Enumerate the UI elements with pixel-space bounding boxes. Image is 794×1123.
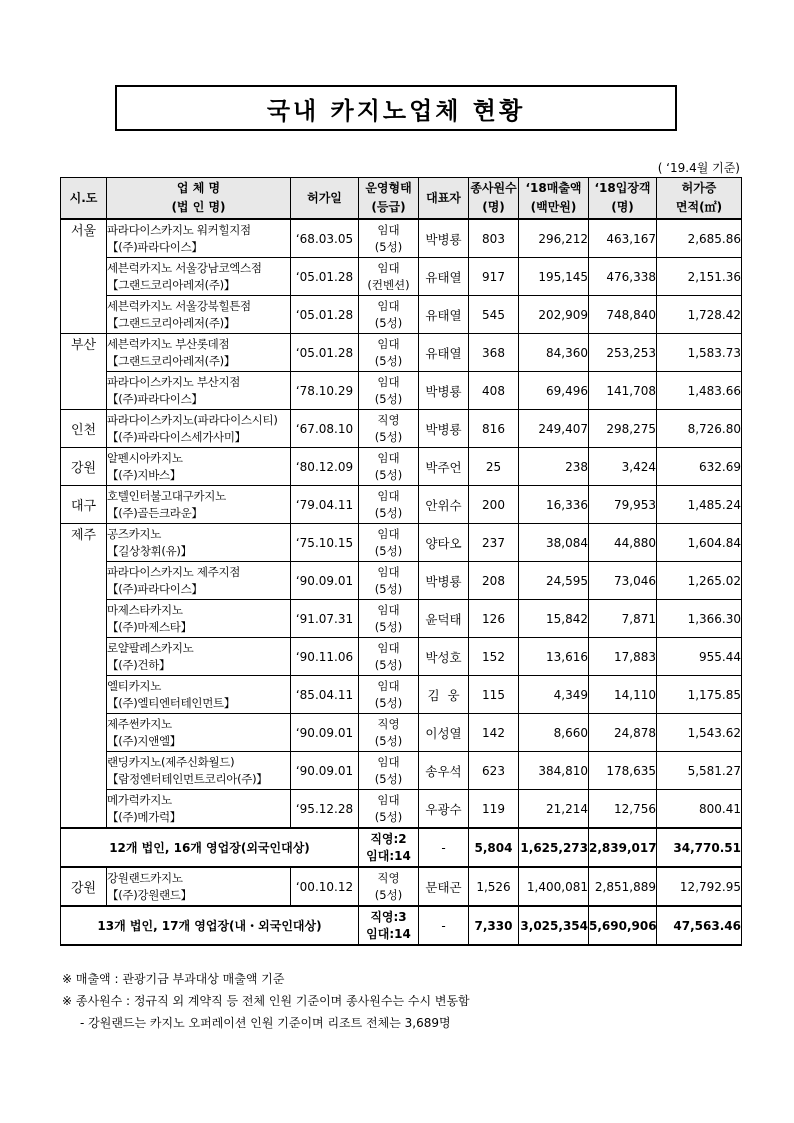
visitors: 44,880 — [589, 524, 657, 562]
operation-type: 임대 (5성) — [359, 334, 419, 372]
area: 1,485.24 — [657, 486, 742, 524]
total-visitors: 5,690,906 — [589, 906, 657, 945]
representative: 박성호 — [419, 638, 469, 676]
sales: 38,084 — [519, 524, 589, 562]
sales: 296,212 — [519, 219, 589, 258]
visitors: 7,871 — [589, 600, 657, 638]
company-name: 강원랜드카지노 【(주)강원랜드】 — [107, 867, 291, 906]
visitors: 178,635 — [589, 752, 657, 790]
area: 1,483.66 — [657, 372, 742, 410]
subtotal-row — [61, 828, 742, 867]
representative: 박병룡 — [419, 562, 469, 600]
table-row — [61, 410, 742, 448]
visitors: 12,756 — [589, 790, 657, 829]
representative: 우광수 — [419, 790, 469, 829]
total-area: 47,563.46 — [657, 906, 742, 945]
sales: 195,145 — [519, 258, 589, 296]
table-row — [61, 296, 742, 334]
table-row — [61, 790, 742, 829]
sales: 1,400,081 — [519, 867, 589, 906]
employees: 200 — [469, 486, 519, 524]
permit-date: ‘05.01.28 — [291, 296, 359, 334]
employees: 1,526 — [469, 867, 519, 906]
sales: 4,349 — [519, 676, 589, 714]
header-visitors: ‘18입장객 (명) — [589, 178, 657, 220]
sales: 202,909 — [519, 296, 589, 334]
visitors: 73,046 — [589, 562, 657, 600]
subtotal-sales: 1,625,273 — [519, 828, 589, 867]
operation-type: 임대 (5성) — [359, 600, 419, 638]
header-sales: ‘18매출액 (백만원) — [519, 178, 589, 220]
employees: 545 — [469, 296, 519, 334]
sales: 13,616 — [519, 638, 589, 676]
page-title: 국내 카지노업체 현황 — [266, 96, 526, 125]
region-gangwon: 강원 — [61, 448, 107, 486]
employees: 152 — [469, 638, 519, 676]
table-row — [61, 752, 742, 790]
header-date: 허가일 — [291, 178, 359, 220]
header-region: 시.도 — [61, 178, 107, 220]
employees: 623 — [469, 752, 519, 790]
company-name: 호텔인터불고대구카지노 【(주)골든크라운】 — [107, 486, 291, 524]
table-row — [61, 867, 742, 906]
employees: 368 — [469, 334, 519, 372]
employees: 917 — [469, 258, 519, 296]
area: 955.44 — [657, 638, 742, 676]
representative: 양타오 — [419, 524, 469, 562]
sales: 21,214 — [519, 790, 589, 829]
sales: 84,360 — [519, 334, 589, 372]
representative: 박병룡 — [419, 372, 469, 410]
region-busan: 부산 — [61, 334, 107, 410]
area: 1,583.73 — [657, 334, 742, 372]
company-name: 메가럭카지노 【(주)메가럭】 — [107, 790, 291, 829]
permit-date: ‘95.12.28 — [291, 790, 359, 829]
note-employees: ※ 종사원수 : 정규직 외 계약직 등 전체 인원 기준이며 종사원수는 수시 변동함 — [62, 994, 470, 1008]
permit-date: ‘90.09.01 — [291, 752, 359, 790]
area: 2,685.86 — [657, 219, 742, 258]
basis-date: ( ‘19.4월 기준) — [657, 161, 740, 175]
visitors: 14,110 — [589, 676, 657, 714]
representative: 유태열 — [419, 334, 469, 372]
visitors: 24,878 — [589, 714, 657, 752]
operation-type: 임대 (5성) — [359, 524, 419, 562]
visitors: 253,253 — [589, 334, 657, 372]
region-jeju: 제주 — [61, 524, 107, 829]
area: 1,366.30 — [657, 600, 742, 638]
visitors: 476,338 — [589, 258, 657, 296]
company-name: 세븐럭카지노 부산롯데점 【그랜드코리아레저(주)】 — [107, 334, 291, 372]
area: 800.41 — [657, 790, 742, 829]
permit-date: ‘68.03.05 — [291, 219, 359, 258]
operation-type: 직영 (5성) — [359, 867, 419, 906]
company-name: 세븐럭카지노 서울강북힐튼점 【그랜드코리아레저(주)】 — [107, 296, 291, 334]
area: 1,175.85 — [657, 676, 742, 714]
visitors: 3,424 — [589, 448, 657, 486]
table-row — [61, 334, 742, 372]
employees: 803 — [469, 219, 519, 258]
header-type: 운영형태 (등급) — [359, 178, 419, 220]
permit-date: ‘80.12.09 — [291, 448, 359, 486]
employees: 25 — [469, 448, 519, 486]
area: 1,604.84 — [657, 524, 742, 562]
area: 2,151.36 — [657, 258, 742, 296]
employees: 816 — [469, 410, 519, 448]
total-emp: 7,330 — [469, 906, 519, 945]
visitors: 17,883 — [589, 638, 657, 676]
representative: 박병룡 — [419, 219, 469, 258]
header-row — [61, 178, 742, 220]
area: 1,543.62 — [657, 714, 742, 752]
permit-date: ‘91.07.31 — [291, 600, 359, 638]
sales: 384,810 — [519, 752, 589, 790]
sales: 249,407 — [519, 410, 589, 448]
permit-date: ‘00.10.12 — [291, 867, 359, 906]
employees: 408 — [469, 372, 519, 410]
visitors: 79,953 — [589, 486, 657, 524]
operation-type: 임대 (5성) — [359, 296, 419, 334]
company-name: 파라다이스카지노 워커힐지점 【(주)파라다이스】 — [107, 219, 291, 258]
table-row — [61, 524, 742, 562]
representative: 유태열 — [419, 296, 469, 334]
employees: 119 — [469, 790, 519, 829]
representative: 김 웅 — [419, 676, 469, 714]
table-row — [61, 372, 742, 410]
representative: 안위수 — [419, 486, 469, 524]
company-name: 제주썬카지노 【(주)지앤엘】 — [107, 714, 291, 752]
company-name: 로얄팔레스카지노 【(주)건하】 — [107, 638, 291, 676]
area: 1,728.42 — [657, 296, 742, 334]
operation-type: 임대 (컨벤션) — [359, 258, 419, 296]
representative: 박병룡 — [419, 410, 469, 448]
employees: 142 — [469, 714, 519, 752]
table-row — [61, 600, 742, 638]
sales: 8,660 — [519, 714, 589, 752]
employees: 126 — [469, 600, 519, 638]
visitors: 2,851,889 — [589, 867, 657, 906]
total-label: 13개 법인, 17개 영업장(내・외국인대상) — [61, 906, 359, 945]
table-row — [61, 219, 742, 258]
operation-type: 임대 (5성) — [359, 676, 419, 714]
permit-date: ‘05.01.28 — [291, 258, 359, 296]
permit-date: ‘90.09.01 — [291, 714, 359, 752]
table-row — [61, 562, 742, 600]
permit-date: ‘78.10.29 — [291, 372, 359, 410]
subtotal-label: 12개 법인, 16개 영업장(외국인대상) — [61, 828, 359, 867]
region-incheon: 인천 — [61, 410, 107, 448]
region-seoul: 서울 — [61, 219, 107, 334]
permit-date: ‘90.09.01 — [291, 562, 359, 600]
note-kangwon-land: - 강원랜드는 카지노 오퍼레이션 인원 기준이며 리조트 전체는 3,689명 — [80, 1016, 451, 1030]
visitors: 463,167 — [589, 219, 657, 258]
area: 1,265.02 — [657, 562, 742, 600]
visitors: 748,840 — [589, 296, 657, 334]
header-area: 허가증 면적(㎡) — [657, 178, 742, 220]
operation-type: 임대 (5성) — [359, 486, 419, 524]
subtotal-emp: 5,804 — [469, 828, 519, 867]
table-row — [61, 486, 742, 524]
representative: 문태곤 — [419, 867, 469, 906]
employees: 115 — [469, 676, 519, 714]
region-daegu: 대구 — [61, 486, 107, 524]
sales: 24,595 — [519, 562, 589, 600]
area: 5,581.27 — [657, 752, 742, 790]
area: 12,792.95 — [657, 867, 742, 906]
company-name: 공즈카지노 【길상창휘(유)】 — [107, 524, 291, 562]
representative: 송우석 — [419, 752, 469, 790]
representative: 이성열 — [419, 714, 469, 752]
operation-type: 임대 (5성) — [359, 372, 419, 410]
title-box — [115, 85, 677, 131]
representative: 윤덕태 — [419, 600, 469, 638]
permit-date: ‘90.11.06 — [291, 638, 359, 676]
company-name: 파라다이스카지노(파라다이스시티) 【(주)파라다이스세가사미】 — [107, 410, 291, 448]
employees: 237 — [469, 524, 519, 562]
operation-type: 임대 (5성) — [359, 448, 419, 486]
area: 8,726.80 — [657, 410, 742, 448]
company-name: 세븐럭카지노 서울강남코엑스점 【그랜드코리아레저(주)】 — [107, 258, 291, 296]
subtotal-area: 34,770.51 — [657, 828, 742, 867]
header-rep: 대표자 — [419, 178, 469, 220]
subtotal-type: 직영:2 임대:14 — [359, 828, 419, 867]
total-rep: - — [419, 906, 469, 945]
table-row — [61, 258, 742, 296]
table-row — [61, 714, 742, 752]
total-row — [61, 906, 742, 945]
permit-date: ‘05.01.28 — [291, 334, 359, 372]
operation-type: 직영 (5성) — [359, 410, 419, 448]
company-name: 파라다이스카지노 제주지점 【(주)파라다이스】 — [107, 562, 291, 600]
area: 632.69 — [657, 448, 742, 486]
representative: 박주언 — [419, 448, 469, 486]
sales: 238 — [519, 448, 589, 486]
operation-type: 임대 (5성) — [359, 752, 419, 790]
permit-date: ‘67.08.10 — [291, 410, 359, 448]
note-sales: ※ 매출액 : 관광기금 부과대상 매출액 기준 — [62, 972, 285, 986]
employees: 208 — [469, 562, 519, 600]
company-name: 마제스타카지노 【(주)마제스타】 — [107, 600, 291, 638]
representative: 유태열 — [419, 258, 469, 296]
subtotal-rep: - — [419, 828, 469, 867]
permit-date: ‘75.10.15 — [291, 524, 359, 562]
company-name: 엘티카지노 【(주)엘티엔터테인먼트】 — [107, 676, 291, 714]
total-sales: 3,025,354 — [519, 906, 589, 945]
sales: 15,842 — [519, 600, 589, 638]
visitors: 141,708 — [589, 372, 657, 410]
footnotes — [62, 968, 470, 1034]
sales: 69,496 — [519, 372, 589, 410]
subtotal-visitors: 2,839,017 — [589, 828, 657, 867]
company-name: 알펜시아카지노 【(주)지바스】 — [107, 448, 291, 486]
header-emp: 종사원수 (명) — [469, 178, 519, 220]
operation-type: 임대 (5성) — [359, 638, 419, 676]
total-type: 직영:3 임대:14 — [359, 906, 419, 945]
operation-type: 임대 (5성) — [359, 219, 419, 258]
table-row — [61, 676, 742, 714]
header-name: 업 체 명 (법 인 명) — [107, 178, 291, 220]
table-row — [61, 448, 742, 486]
sales: 16,336 — [519, 486, 589, 524]
region-gangwon-land: 강원 — [61, 867, 107, 906]
operation-type: 직영 (5성) — [359, 714, 419, 752]
visitors: 298,275 — [589, 410, 657, 448]
company-name: 랜딩카지노(제주신화월드) 【람정엔터테인먼트코리아(주)】 — [107, 752, 291, 790]
permit-date: ‘85.04.11 — [291, 676, 359, 714]
operation-type: 임대 (5성) — [359, 562, 419, 600]
permit-date: ‘79.04.11 — [291, 486, 359, 524]
table-row — [61, 638, 742, 676]
operation-type: 임대 (5성) — [359, 790, 419, 829]
company-name: 파라다이스카지노 부산지점 【(주)파라다이스】 — [107, 372, 291, 410]
casino-table — [60, 177, 742, 946]
